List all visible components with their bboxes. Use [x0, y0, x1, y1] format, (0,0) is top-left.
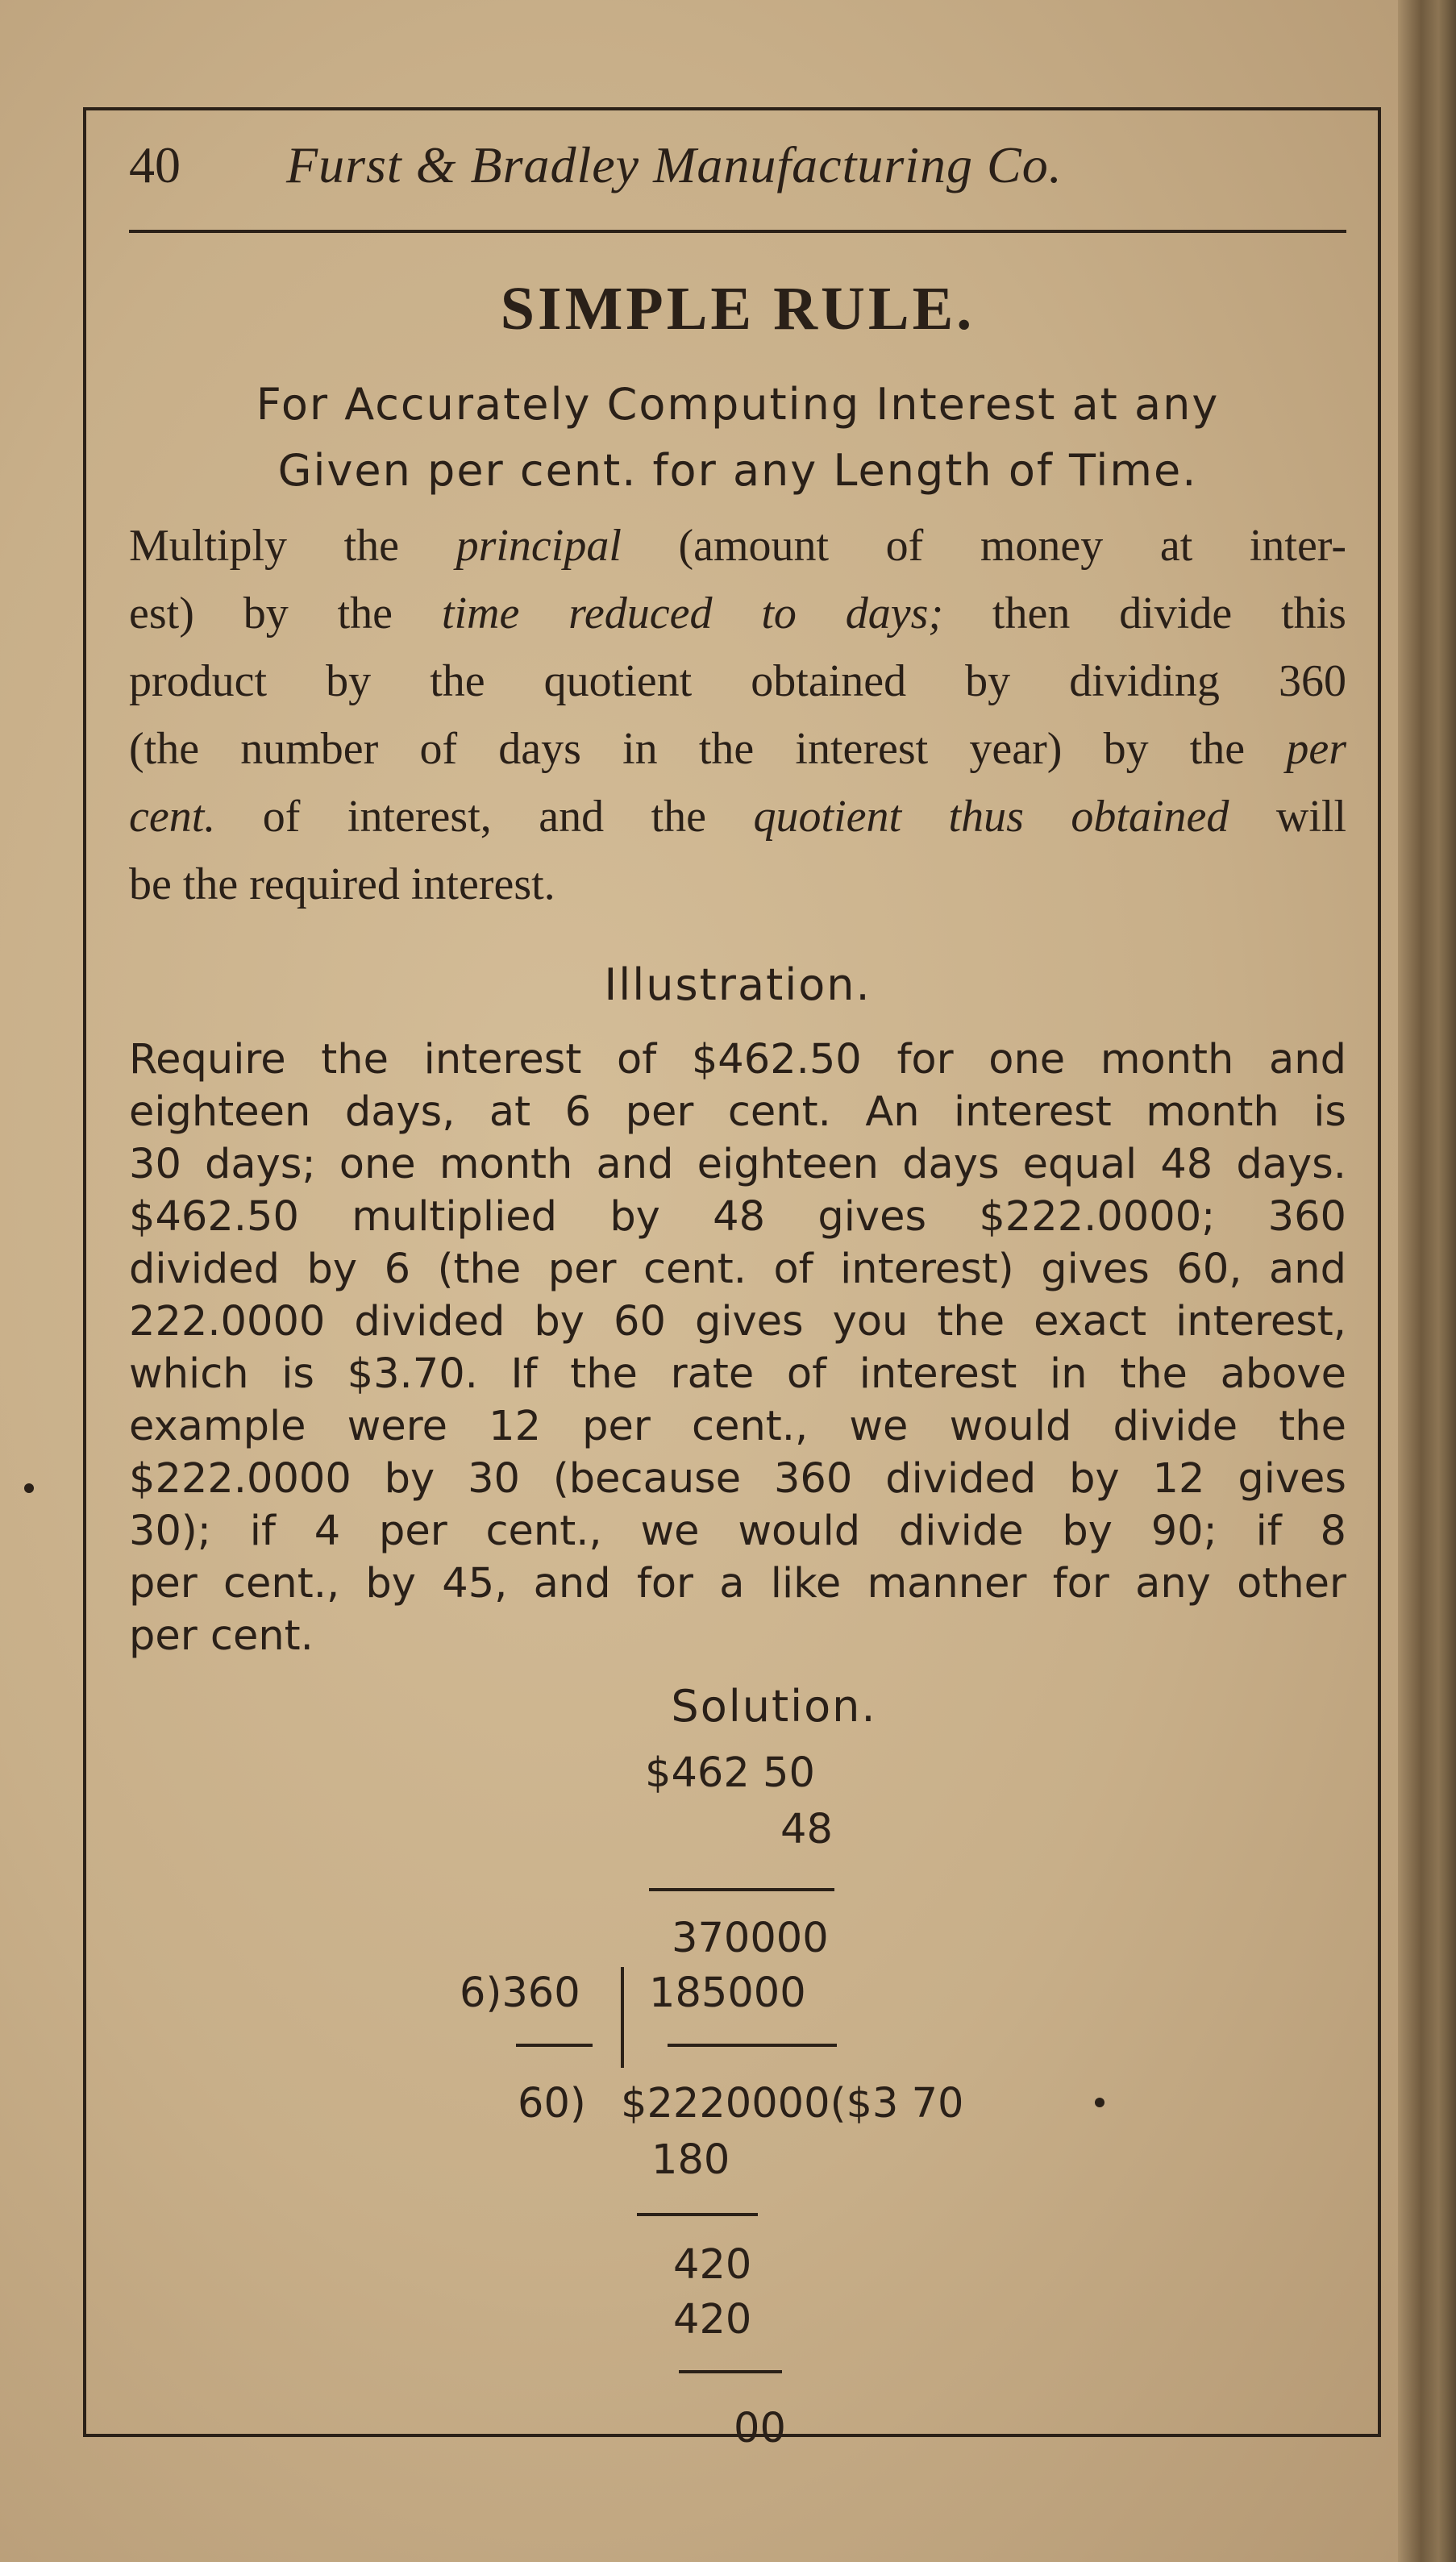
page-number: 40 — [129, 136, 181, 193]
divisor-left: 6)360 — [460, 1969, 580, 2017]
remainder: 00 — [734, 2405, 786, 2452]
ink-speck — [1095, 2098, 1104, 2107]
ink-speck — [24, 1483, 34, 1493]
division-step-1: 180 — [651, 2136, 730, 2184]
illustration-line: example were 12 per cent., we would divide the — [129, 1403, 1346, 1450]
subtitle-line-1: For Accurately Computing Interest at any — [256, 379, 1220, 430]
calc-rule — [516, 2044, 593, 2047]
divisor-bar — [621, 1967, 624, 2068]
partial-product-1: 370000 — [672, 1915, 829, 1962]
divisor-main: 60) — [518, 2080, 586, 2127]
calc-rule — [637, 2213, 758, 2216]
division-step-2a: 420 — [673, 2241, 752, 2289]
illustration-line: eighteen days, at 6 per cent. An interest month is — [129, 1088, 1346, 1136]
rule-paragraph — [129, 520, 1346, 926]
illustration-line: $222.0000 by 30 (because 360 divided by 12 gives — [129, 1455, 1346, 1503]
illustration-line: divided by 6 (the per cent. of interest) gives 60, and — [129, 1246, 1346, 1293]
illustration-line: per cent., by 45, and for a like manner for any other — [129, 1560, 1346, 1607]
partial-product-2: 185000 — [649, 1969, 806, 2017]
multiplicand: $462 50 — [645, 1749, 815, 1797]
illustration-line: 30); if 4 per cent., we would divide by 90; if 8 — [129, 1508, 1346, 1555]
rule-line: est) by the time reduced to days; then divide this — [129, 589, 1346, 638]
page-title: SIMPLE RULE. — [500, 275, 976, 343]
subtitle-line-2: Given per cent. for any Length of Time. — [277, 445, 1198, 496]
rule-line: Multiply the principal (amount of money at inter- — [129, 521, 1346, 571]
rule-line: cent. of interest, and the quotient thus obtained will — [129, 792, 1347, 842]
division-step-2b: 420 — [673, 2296, 752, 2344]
illustration-line: Require the interest of $462.50 for one month and — [129, 1036, 1346, 1083]
multiplier: 48 — [780, 1806, 833, 1853]
rule-line: be the required interest. — [129, 859, 555, 909]
running-head: Furst & Bradley Manufacturing Co. — [286, 136, 1063, 193]
calc-rule — [649, 1888, 834, 1891]
header-divider — [129, 230, 1346, 233]
illustration-line: 30 days; one month and eighteen days equal 48 days. — [129, 1141, 1346, 1188]
page-header — [129, 135, 1346, 208]
illustration-line: which is $3.70. If the rate of interest in the above — [129, 1350, 1346, 1398]
rule-line: product by the quotient obtained by dividing 360 — [129, 656, 1346, 706]
book-edge — [1398, 0, 1456, 2562]
illustration-line: 222.0000 divided by 60 gives you the exact interest, — [129, 1298, 1346, 1345]
solution-heading: Solution. — [671, 1681, 877, 1732]
rule-line: (the number of days in the interest year) by the per — [129, 724, 1346, 774]
calc-rule — [668, 2044, 837, 2047]
calc-rule — [679, 2370, 782, 2373]
dividend-quotient: $2220000($3 70 — [621, 2080, 964, 2127]
illustration-paragraph — [129, 1036, 1346, 1665]
illustration-heading: Illustration. — [604, 959, 872, 1010]
illustration-line: $462.50 multiplied by 48 gives $222.0000; 360 — [129, 1193, 1346, 1241]
illustration-line: per cent. — [129, 1612, 314, 1660]
